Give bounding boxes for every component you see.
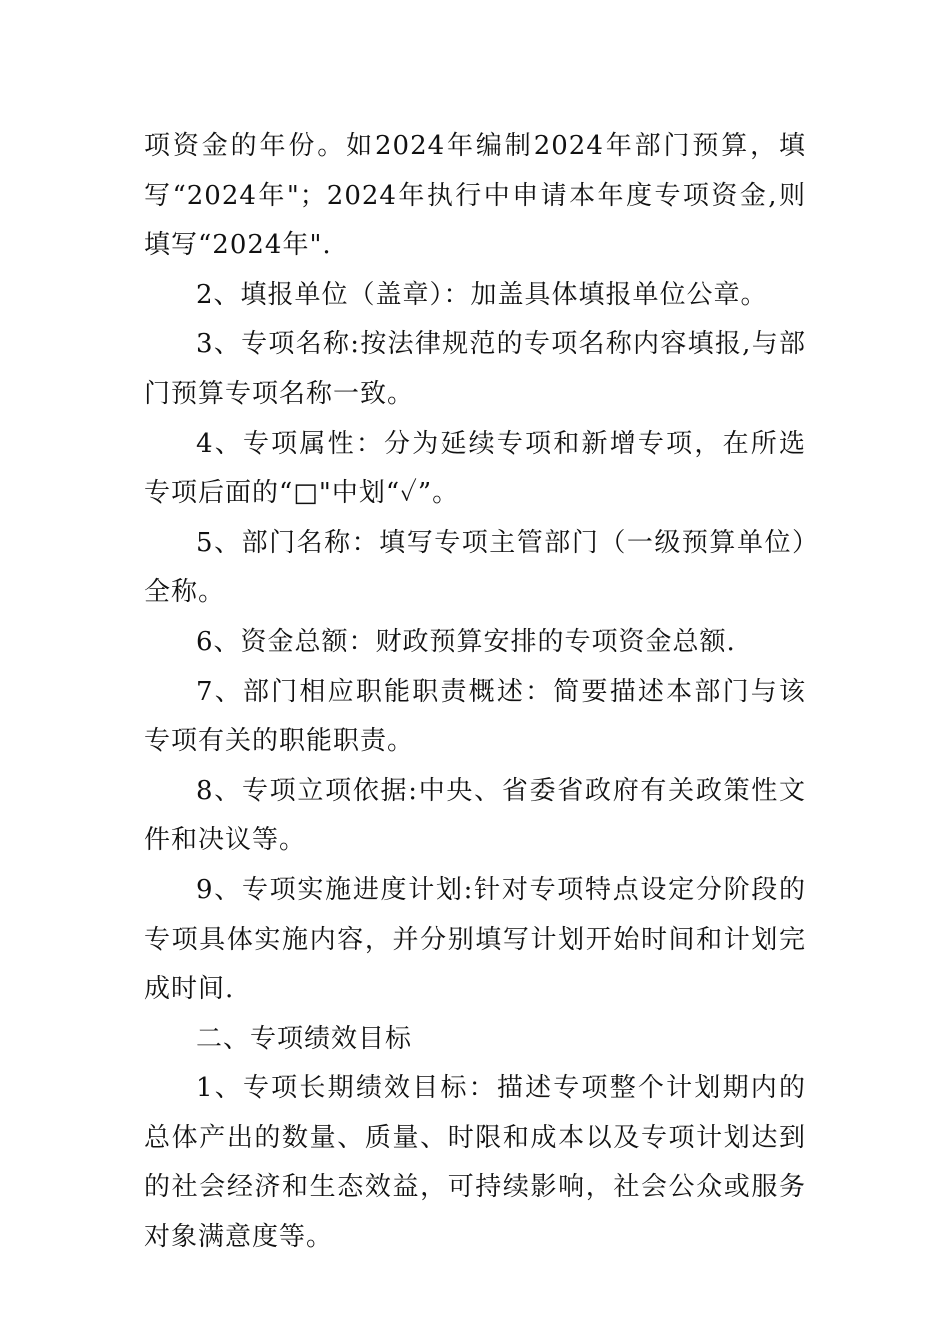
- document-page: [144, 122, 806, 1263]
- paragraph-item-6: 6、资金总额：财政预算安排的专项资金总额.: [196, 626, 736, 657]
- paragraph-year-note: 项资金的年份。如2024年编制2024年部门预算，填写“2024年"；2024年执行中申请本年度专项资金,则填写“2024年".: [144, 131, 806, 261]
- paragraph-item-4: 4、专项属性：分为延续专项和新增专项，在所选专项后面的“□"中划“✓”。: [144, 428, 806, 509]
- paragraph-item-8: 8、专项立项依据:中央、省委省政府有关政策性文件和决议等。: [144, 775, 806, 856]
- paragraph-item-9: 9、专项实施进度计划:针对专项特点设定分阶段的专项具体实施内容，并分别填写计划开始时间和计划完成时间.: [144, 874, 806, 1005]
- paragraph-item-7: 7、部门相应职能职责概述：简要描述本部门与该专项有关的职能职责。: [144, 676, 806, 757]
- paragraph-item-3: 3、专项名称:按法律规范的专项名称内容填报,与部门预算专项名称一致。: [144, 329, 806, 409]
- paragraph-goal-1: 1、专项长期绩效目标：描述专项整个计划期内的总体产出的数量、质量、时限和成本以及专项计划达到的社会经济和生态效益，可持续影响，社会公众或服务对象满意度等。: [144, 1073, 806, 1253]
- section-heading-performance-goals: 二、专项绩效目标: [196, 1023, 413, 1054]
- paragraph-item-2: 2、填报单位（盖章）：加盖具体填报单位公章。: [196, 279, 768, 310]
- paragraph-item-5: 5、部门名称：填写专项主管部门（一级预算单位）全称。: [144, 527, 806, 608]
